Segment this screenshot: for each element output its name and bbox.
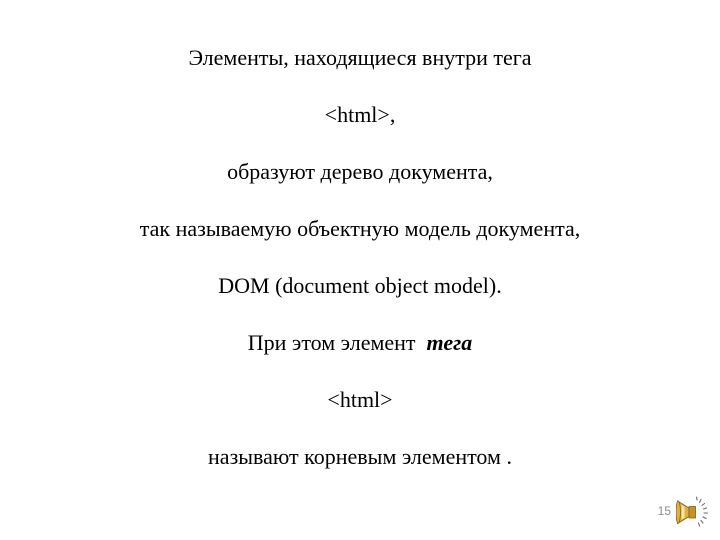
slide-text-line-emphasis: тега xyxy=(426,330,473,355)
slide-text-line: Элементы, находящиеся внутри тега xyxy=(188,45,532,70)
slide-text-line-dom: DOM (document object model). xyxy=(218,273,502,298)
slide-body-text xyxy=(20,29,700,485)
slide-text-line: образуют дерево документа, xyxy=(227,159,493,184)
slide-text-line-mixed xyxy=(20,314,700,371)
slide-text-line-prefix: При этом элемент xyxy=(247,330,427,355)
slide-text-line: так называемую объектную модель документа, xyxy=(139,216,581,241)
slide-number: 15 xyxy=(657,504,671,518)
sound-waves xyxy=(697,497,708,526)
audio-speaker-icon[interactable] xyxy=(676,495,709,530)
slide-text-line-html-tag: <html> xyxy=(327,387,393,412)
slide-text-line: называют корневым элементом . xyxy=(208,444,512,469)
slide-text-line-html-tag: <html>, xyxy=(324,102,396,127)
speaker-icon xyxy=(676,495,709,530)
